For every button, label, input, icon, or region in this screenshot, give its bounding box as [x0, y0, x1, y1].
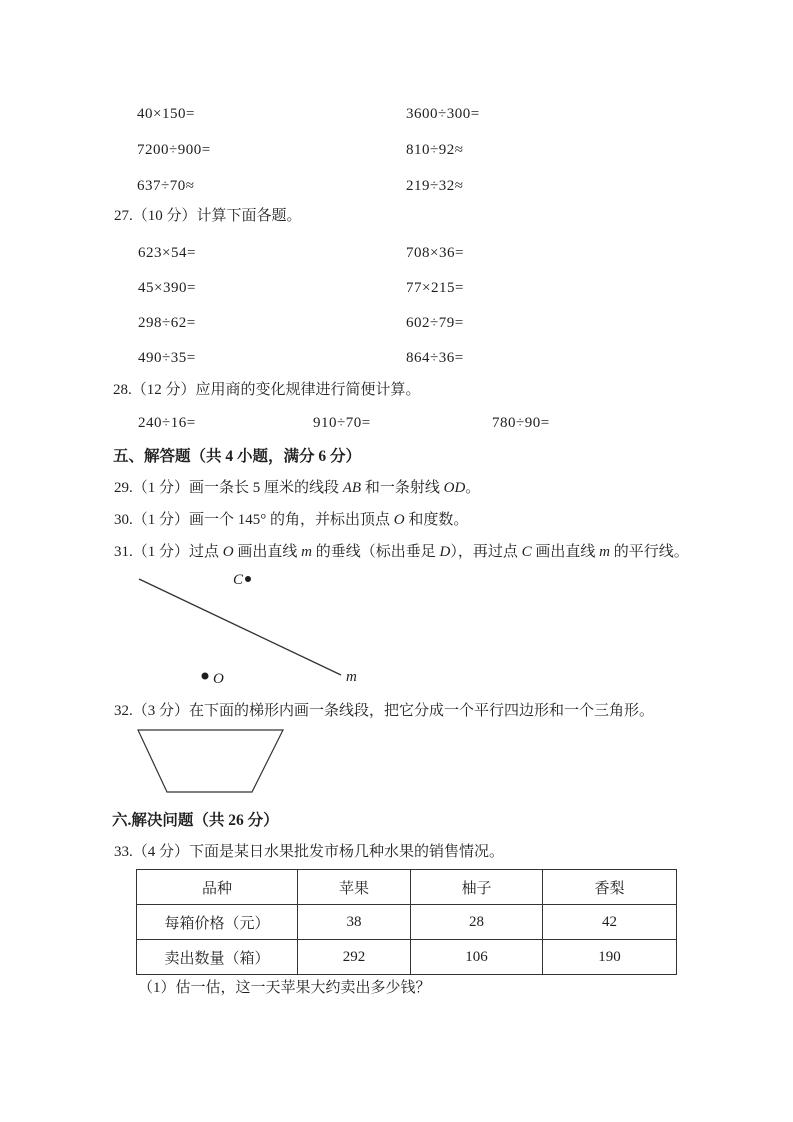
problem-27-expression: 77×215=	[406, 280, 464, 296]
problem-29-text: 29.（1 分）画一条长 5 厘米的线段 AB 和一条射线 OD。	[114, 480, 481, 496]
section-5-heading: 五、解答题（共 4 小题，满分 6 分）	[113, 448, 362, 465]
problem-27-expression: 45×390=	[138, 280, 196, 296]
table-cell: 106	[411, 940, 543, 975]
table-header-cell: 苹果	[298, 870, 411, 905]
oral-calc-expression: 810÷92≈	[406, 142, 464, 158]
oral-calc-expression: 40×150=	[137, 106, 195, 122]
problem-27-expression: 864÷36=	[406, 350, 464, 366]
problem-27-expression: 490÷35=	[138, 350, 196, 366]
oral-calc-expression: 3600÷300=	[406, 106, 480, 122]
point-o-label: O	[213, 671, 224, 687]
oral-calc-expression: 7200÷900=	[137, 142, 211, 158]
table-header-cell: 品种	[137, 870, 298, 905]
problem-27-expression: 602÷79=	[406, 315, 464, 331]
problem-28-expression: 910÷70=	[313, 415, 371, 431]
point-c-label: C	[233, 572, 244, 588]
problem-28-expression: 780÷90=	[492, 415, 550, 431]
problem-31-text: 31.（1 分）过点 O 画出直线 m 的垂线（标出垂足 D），再过点 C 画出直线 m 的平行线。	[114, 544, 689, 560]
point-c-dot	[245, 576, 251, 582]
fruit-sales-table	[136, 869, 677, 975]
table-row-price	[137, 905, 677, 940]
section-6-heading: 六.解决问题（共 26 分）	[112, 812, 279, 829]
table-header-cell: 柚子	[411, 870, 543, 905]
table-cell: 38	[298, 905, 411, 940]
point-o-dot	[202, 673, 209, 680]
line-m	[139, 579, 341, 675]
problem-27-expression: 708×36=	[406, 245, 464, 261]
problem-33-text: 33.（4 分）下面是某日水果批发市杨几种水果的销售情况。	[114, 844, 505, 860]
oral-calc-expression: 219÷32≈	[406, 178, 464, 194]
line-m-label: m	[346, 669, 357, 685]
trapezoid-figure	[120, 718, 320, 803]
problem-30-text: 30.（1 分）画一个 145° 的角，并标出顶点 O 和度数。	[114, 512, 469, 528]
problem-33-question-1: （1）估一估，这一天苹果大约卖出多少钱？	[138, 980, 431, 996]
problem-28-heading: 28.（12 分）应用商的变化规律进行简便计算。	[113, 382, 421, 398]
problem-32-text: 32.（3 分）在下面的梯形内画一条线段，把它分成一个平行四边形和一个三角形。	[114, 703, 655, 719]
table-cell: 292	[298, 940, 411, 975]
table-cell: 42	[543, 905, 677, 940]
line-m-figure	[100, 562, 380, 694]
table-header-row	[137, 870, 677, 905]
table-cell: 每箱价格（元）	[137, 905, 298, 940]
problem-27-expression: 298÷62=	[138, 315, 196, 331]
oral-calc-expression: 637÷70≈	[137, 178, 195, 194]
table-cell: 28	[411, 905, 543, 940]
problem-28-expression: 240÷16=	[138, 415, 196, 431]
table-row-quantity	[137, 940, 677, 975]
table-cell: 卖出数量（箱）	[137, 940, 298, 975]
problem-27-heading: 27.（10 分）计算下面各题。	[114, 208, 302, 224]
trapezoid-shape	[138, 730, 283, 792]
table-header-cell: 香梨	[543, 870, 677, 905]
table-cell: 190	[543, 940, 677, 975]
problem-27-expression: 623×54=	[138, 245, 196, 261]
